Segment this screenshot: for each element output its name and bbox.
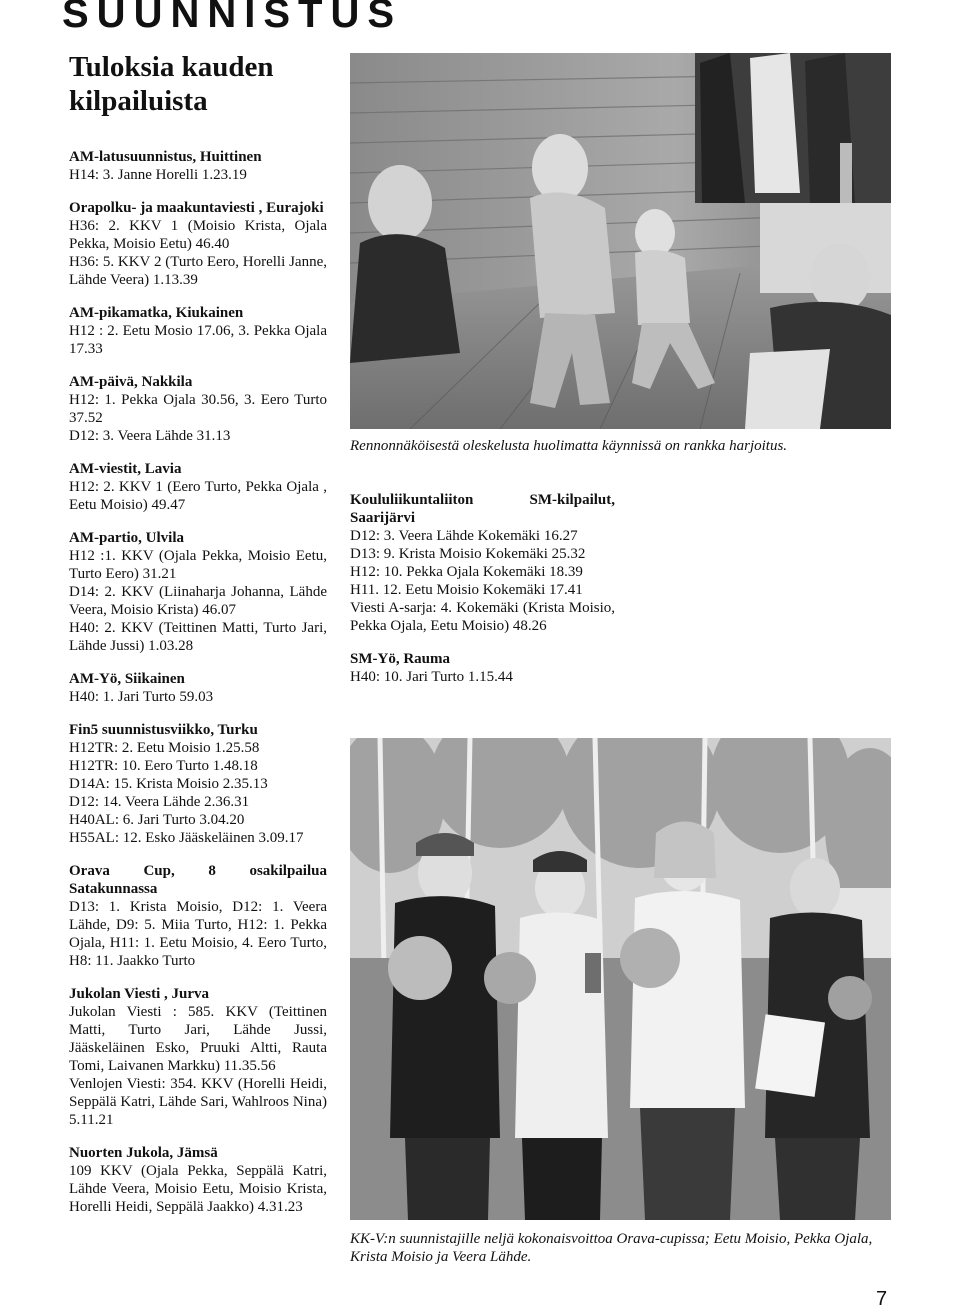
result-line: H12TR: 10. Eero Turto 1.48.18 <box>69 758 258 774</box>
result-section <box>350 650 615 686</box>
result-line: D12: 14. Veera Lähde 2.36.31 <box>69 794 250 810</box>
result-line: D12: 3. Veera Lähde Kokemäki 16.27 <box>350 528 578 544</box>
cabin-photo <box>350 53 891 429</box>
result-section <box>69 721 327 847</box>
result-section <box>350 491 615 635</box>
result-line: Jukolan Viesti : 585. KKV (Teittinen Matti, Turto Jari, Lähde Jussi, Jääskeläinen Esko, Pruuki Altti, Rauta Tomi, Laivanen Markku) 11.35.56 <box>69 1004 327 1074</box>
result-line: Viesti A-sarja: 4. Kokemäki (Krista Moisio, Pekka Ojala, Eetu Moisio) 48.26 <box>350 600 615 634</box>
result-line: H40AL: 6. Jari Turto 3.04.20 <box>69 812 245 828</box>
prize-winners-photo <box>350 738 891 1220</box>
section-title: SM-Yö, Rauma <box>350 651 450 667</box>
result-section <box>69 199 327 289</box>
result-line: D13: 9. Krista Moisio Kokemäki 25.32 <box>350 546 586 562</box>
section-title: AM-päivä, Nakkila <box>69 374 193 390</box>
section-title: AM-viestit, Lavia <box>69 461 182 477</box>
result-line: H12: 2. KKV 1 (Eero Turto, Pekka Ojala , Eetu Moisio) 49.47 <box>69 479 327 513</box>
section-title: AM-Yö, Siikainen <box>69 671 185 687</box>
results-column-left <box>69 148 327 1231</box>
result-line: H12TR: 2. Eetu Moisio 1.25.58 <box>69 740 260 756</box>
section-title: Nuorten Jukola, Jämsä <box>69 1145 218 1161</box>
result-line: H14: 3. Janne Horelli 1.23.19 <box>69 167 247 183</box>
result-line: D12: 3. Veera Lähde 31.13 <box>69 428 231 444</box>
result-line: Venlojen Viesti: 354. KKV (Horelli Heidi, Seppälä Katri, Lähde Sari, Wahlroos Nina) 5.11.21 <box>69 1076 327 1128</box>
photo-caption-bottom: KK-V:n suunnistajille neljä kokonaisvoittoa Orava-cupissa; Eetu Moisio, Pekka Ojala, Krista Moisio ja Veera Lähde. <box>350 1231 873 1265</box>
section-title: Orapolku- ja maakuntaviesti , Eurajoki <box>69 200 324 216</box>
result-section <box>69 670 327 706</box>
result-line: H40: 10. Jari Turto 1.15.44 <box>350 669 513 685</box>
page-title: Tuloksia kauden kilpailuista <box>69 51 274 117</box>
section-title: Jukolan Viesti , Jurva <box>69 986 210 1002</box>
result-line: H12: 10. Pekka Ojala Kokemäki 18.39 <box>350 564 583 580</box>
section-title: Orava Cup, 8 osakilpailua Satakunnassa <box>69 863 327 897</box>
result-line: H40: 2. KKV (Teittinen Matti, Turto Jari, Lähde Jussi) 1.03.28 <box>69 620 327 654</box>
masthead: SUUNNISTUS <box>62 0 403 36</box>
section-title: AM-latusuunnistus, Huittinen <box>69 149 262 165</box>
photo-caption-top: Rennonnäköisestä oleskelusta huolimatta käynnissä on rankka harjoitus. <box>350 438 788 454</box>
result-line: H12 : 2. Eetu Mosio 17.06, 3. Pekka Ojala 17.33 <box>69 323 327 357</box>
result-line: H11. 12. Eetu Moisio Kokemäki 17.41 <box>350 582 583 598</box>
result-line: H36: 5. KKV 2 (Turto Eero, Horelli Janne, Lähde Veera) 1.13.39 <box>69 254 327 288</box>
result-section <box>69 148 327 184</box>
result-line: D14A: 15. Krista Moisio 2.35.13 <box>69 776 268 792</box>
result-section <box>69 862 327 970</box>
result-line: H40: 1. Jari Turto 59.03 <box>69 689 214 705</box>
result-line: H12: 1. Pekka Ojala 30.56, 3. Eero Turto 37.52 <box>69 392 327 426</box>
result-section <box>69 1144 327 1216</box>
result-line: D14: 2. KKV (Liinaharja Johanna, Lähde Veera, Moisio Krista) 46.07 <box>69 584 327 618</box>
result-line: 109 KKV (Ojala Pekka, Seppälä Katri, Lähde Veera, Moisio Eetu, Moisio Krista, Horelli Heidi, Seppälä Jaakko) 4.31.23 <box>69 1163 327 1215</box>
result-line: D13: 1. Krista Moisio, D12: 1. Veera Lähde, D9: 5. Miia Turto, H12: 1. Pekka Ojala, H11: 1. Eetu Moisio, 4. Eero Turto, H8: 11. Jaakko Turto <box>69 899 327 969</box>
results-column-right <box>350 491 615 701</box>
result-section <box>69 373 327 445</box>
result-line: H55AL: 12. Esko Jääskeläinen 3.09.17 <box>69 830 304 846</box>
section-title: Koululiikuntaliiton SM-kilpailut, Saarijärvi <box>350 492 615 526</box>
section-title: Fin5 suunnistusviikko, Turku <box>69 722 258 738</box>
result-section <box>69 460 327 514</box>
result-section <box>69 985 327 1129</box>
result-line: H12 :1. KKV (Ojala Pekka, Moisio Eetu, Turto Eero) 31.21 <box>69 548 327 582</box>
result-section <box>69 304 327 358</box>
section-title: AM-pikamatka, Kiukainen <box>69 305 244 321</box>
result-section <box>69 529 327 655</box>
result-line: H36: 2. KKV 1 (Moisio Krista, Ojala Pekka, Moisio Eetu) 46.40 <box>69 218 327 252</box>
section-title: AM-partio, Ulvila <box>69 530 184 546</box>
page-number: 7 <box>876 1288 888 1310</box>
